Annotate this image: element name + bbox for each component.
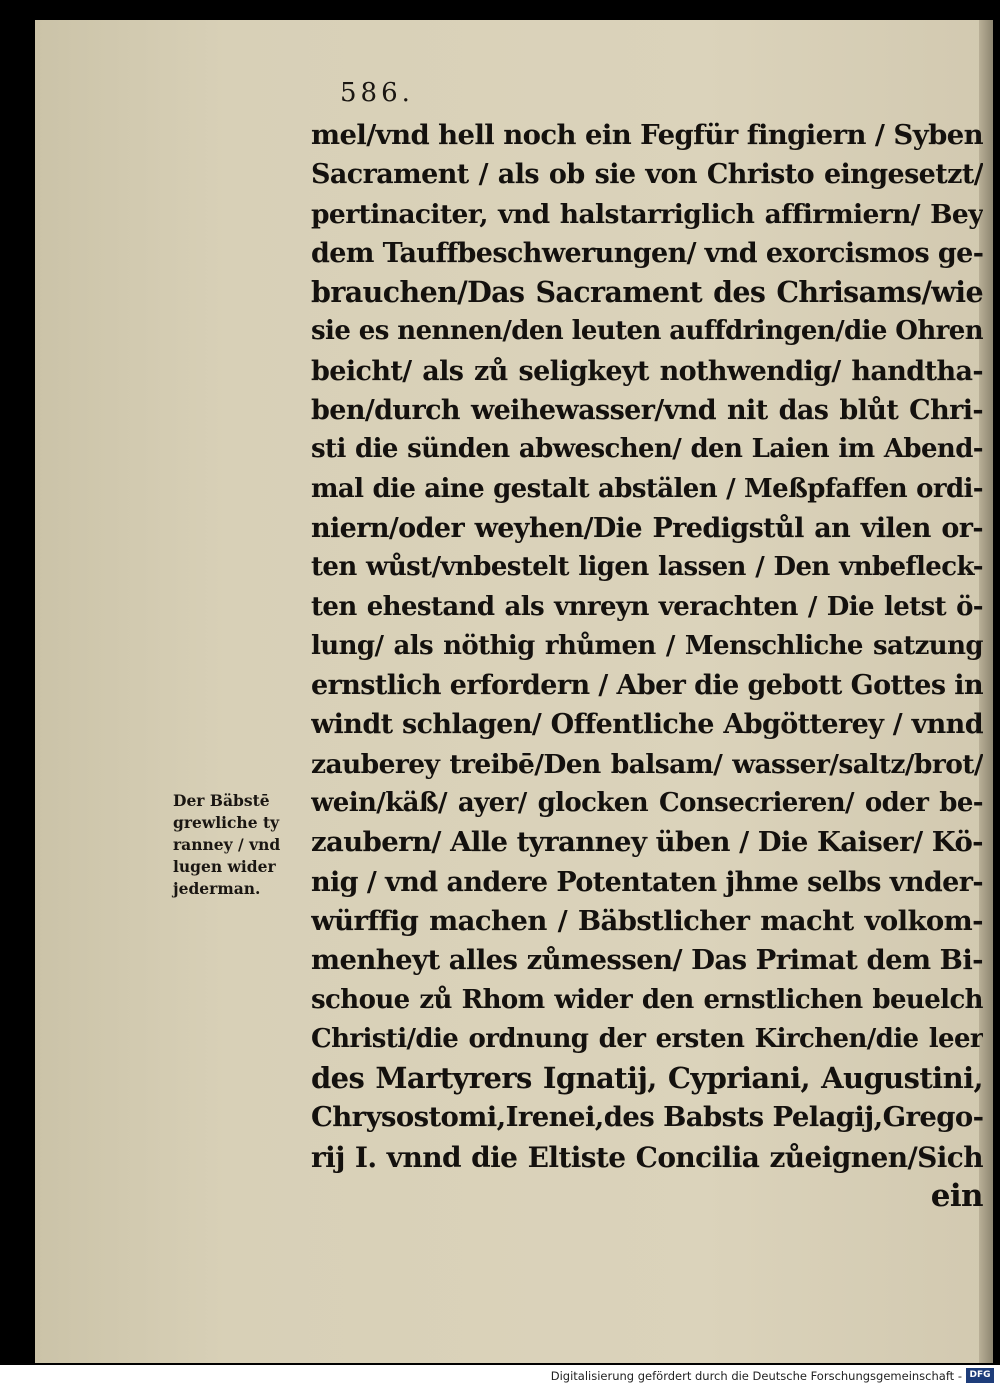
marginal-note-line: grewliche ty — [173, 813, 280, 832]
marginal-note — [173, 790, 313, 900]
text-line: beicht/ als zů seligkeyt nothwendig/ handtha- — [311, 355, 983, 387]
marginal-note-line: jederman. — [173, 879, 261, 898]
text-line: wein/käß/ ayer/ glocken Consecrieren/ oder be- — [311, 788, 983, 819]
dfg-logo-icon: DFG — [966, 1368, 994, 1383]
text-line: des Martyrers Ignatij, Cypriani, Augustini, — [311, 1061, 983, 1096]
text-line: zaubern/ Alle tyranney üben / Die Kaiser/ Kö- — [311, 826, 983, 859]
text-line: ein — [930, 1178, 983, 1215]
text-line: schoue zů Rhom wider den ernstlichen beuelch — [311, 984, 983, 1015]
text-line: sti die sünden abweschen/ den Laien im Abend- — [311, 434, 983, 465]
text-line: nig / vnd andere Potentaten jhme selbs vnder- — [311, 866, 983, 898]
text-line: ten ehestand als vnreyn verachten / Die letst ö- — [311, 591, 983, 622]
text-line: Sacrament / als ob sie von Christo eingesetzt/ — [311, 159, 983, 191]
footer-credit: Digitalisierung gefördert durch die Deutsche Forschungsgemeinschaft - — [550, 1369, 962, 1383]
text-line: niern/oder weyhen/Die Predigstůl an vilen or- — [311, 512, 983, 544]
text-line: dem Tauffbeschwerungen/ vnd exorcismos ge- — [311, 237, 983, 269]
text-line: Christi/die ordnung der ersten Kirchen/die leer — [311, 1023, 983, 1054]
text-line: windt schlagen/ Offentliche Abgötterey / vnnd — [311, 709, 983, 741]
book-page — [35, 20, 993, 1363]
marginal-note-line: lugen wider — [173, 857, 276, 876]
text-line: ten wůst/vnbestelt ligen lassen / Den vnbefleck- — [311, 552, 983, 583]
marginal-note-line: Der Bäbstē — [173, 791, 270, 810]
footer-bar — [0, 1365, 1000, 1388]
text-line: mal die aine gestalt abstälen / Meßpfaffen ordi- — [311, 473, 983, 504]
text-line: rij I. vnnd die Eltiste Concilia zůeignen/Sich — [311, 1140, 983, 1174]
main-text-block — [311, 116, 983, 1216]
marginal-note-line: ranney / vnd — [173, 835, 281, 854]
page-number: 586. — [340, 78, 414, 108]
text-line: pertinaciter, vnd halstarriglich affirmiern/ Bey — [311, 198, 983, 230]
text-line: Chrysostomi,Irenei,des Babsts Pelagij,Grego- — [311, 1101, 983, 1134]
text-line: würffig machen / Bäbstlicher macht volkom- — [311, 904, 983, 937]
text-line: lung/ als nöthig rhůmen / Menschliche satzung — [311, 630, 983, 661]
text-line: ernstlich erfordern / Aber die gebott Gottes in — [311, 670, 983, 702]
text-line: mel/vnd hell noch ein Fegfür fingiern / Syben — [311, 119, 983, 151]
text-line: zauberey treibē/Den balsam/ wasser/saltz/brot/ — [311, 748, 983, 780]
text-line: ben/durch weihewasser/vnd nit das blůt Chri- — [311, 395, 983, 427]
text-line: sie es nennen/den leuten auffdringen/die Ohren — [311, 316, 983, 347]
text-line: menheyt alles zůmessen/ Das Primat dem Bi- — [311, 944, 983, 977]
text-line: brauchen/Das Sacrament des Chrisams/wie — [311, 275, 983, 310]
